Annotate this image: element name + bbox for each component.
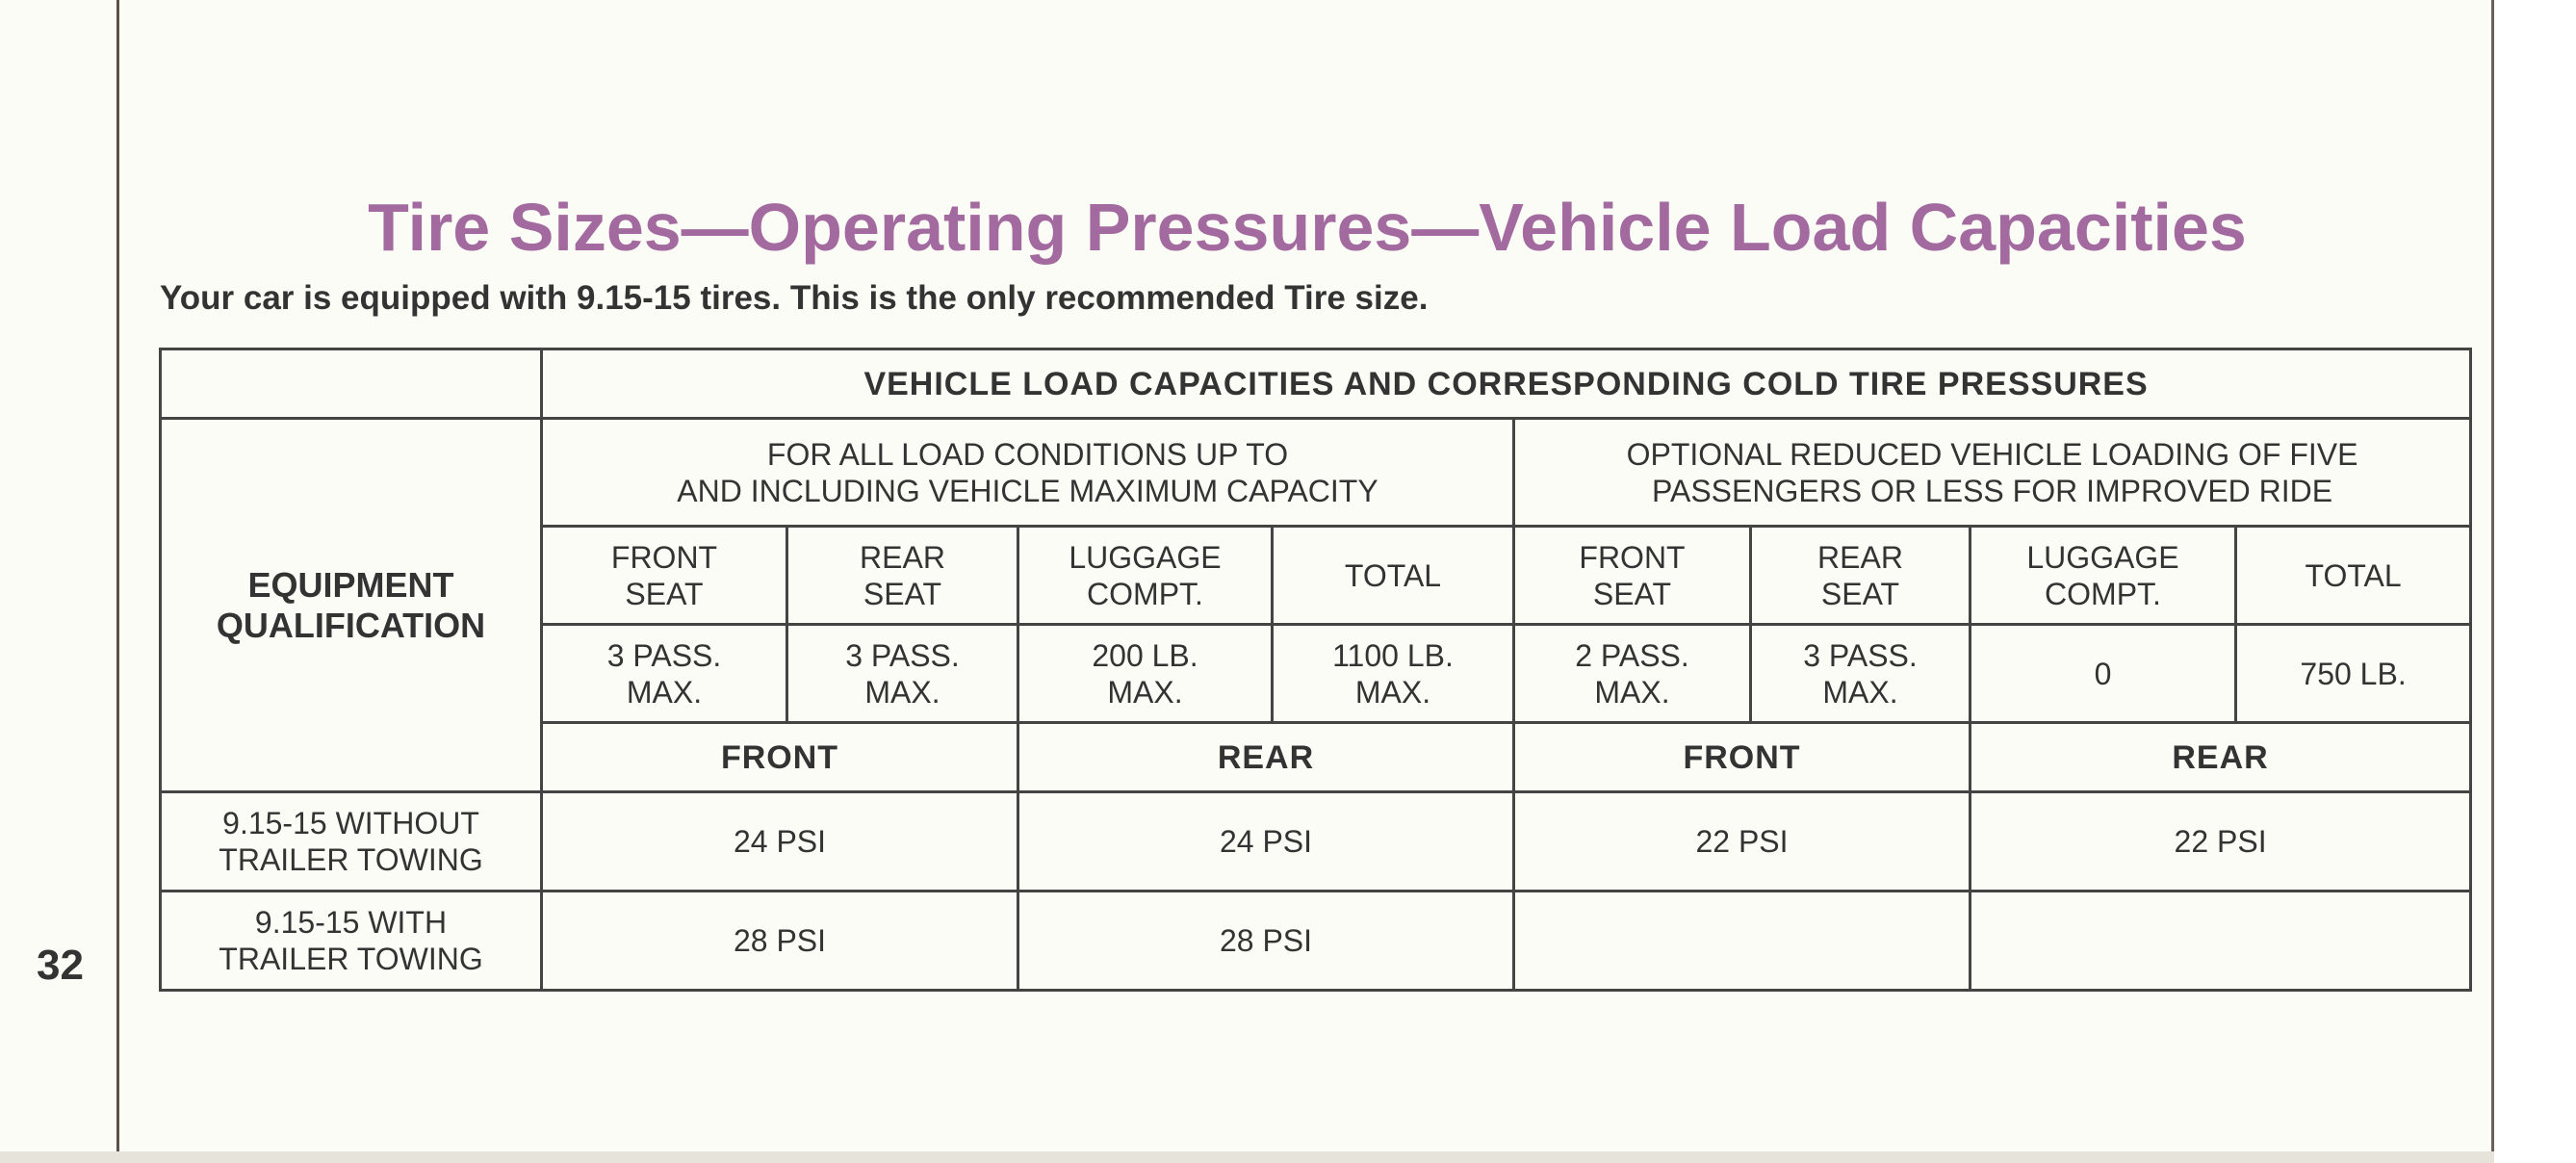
pressure-cell: 28 PSI [542, 892, 1018, 991]
tire-header-rear: REAR [1971, 723, 2471, 792]
capacity-cell: 1100 LB. MAX. [1273, 625, 1514, 723]
tire-header-front: FRONT [1514, 723, 1971, 792]
pressure-cell: 22 PSI [1514, 792, 1971, 892]
tire-header-front: FRONT [542, 723, 1018, 792]
column-header: FRONT SEAT [1514, 527, 1751, 625]
left-margin-rule [116, 0, 119, 1163]
column-header: LUGGAGE COMPT. [1971, 527, 2236, 625]
group-header-reduced-loading: OPTIONAL REDUCED VEHICLE LOADING OF FIVE PASSENGERS OR LESS FOR IMPROVED RIDE [1514, 419, 2471, 527]
column-header: TOTAL [1273, 527, 1514, 625]
column-header: TOTAL [2236, 527, 2471, 625]
tire-header-rear: REAR [1018, 723, 1514, 792]
page-title: Tire Sizes—Operating Pressures—Vehicle Load Capacities [368, 190, 2247, 265]
table-row [161, 792, 2471, 892]
right-page-edge [2494, 0, 2576, 1163]
table-row [161, 892, 2471, 991]
capacity-cell: 3 PASS. MAX. [787, 625, 1018, 723]
pressure-cell: 28 PSI [1018, 892, 1514, 991]
capacity-cell: 3 PASS. MAX. [1751, 625, 1971, 723]
column-header: FRONT SEAT [542, 527, 787, 625]
page-number: 32 [37, 942, 84, 989]
blank-corner-cell [161, 349, 542, 419]
column-header: REAR SEAT [1751, 527, 1971, 625]
pressure-cell [1514, 892, 1971, 991]
capacity-cell: 3 PASS. MAX. [542, 625, 787, 723]
row-label: 9.15-15 WITHOUT TRAILER TOWING [161, 792, 542, 892]
group-header-max-capacity: FOR ALL LOAD CONDITIONS UP TO AND INCLUDING VEHICLE MAXIMUM CAPACITY [542, 419, 1514, 527]
capacity-cell: 200 LB. MAX. [1018, 625, 1273, 723]
capacity-cell: 2 PASS. MAX. [1514, 625, 1751, 723]
column-header: LUGGAGE COMPT. [1018, 527, 1273, 625]
row-label: 9.15-15 WITH TRAILER TOWING [161, 892, 542, 991]
pressure-cell: 22 PSI [1971, 792, 2471, 892]
page-subtitle: Your car is equipped with 9.15-15 tires. This is the only recommended Tire size. [160, 279, 1429, 317]
pressure-cell [1971, 892, 2471, 991]
main-header-row [161, 349, 2471, 419]
pressure-cell: 24 PSI [1018, 792, 1514, 892]
capacity-cell: 0 [1971, 625, 2236, 723]
capacity-cell: 750 LB. [2236, 625, 2471, 723]
equipment-qualification-header: EQUIPMENT QUALIFICATION [161, 419, 542, 792]
load-capacity-table [159, 348, 2472, 992]
pressure-cell: 24 PSI [542, 792, 1018, 892]
column-header: REAR SEAT [787, 527, 1018, 625]
group-header-row [161, 419, 2471, 527]
bottom-page-edge [0, 1151, 2494, 1163]
main-header: VEHICLE LOAD CAPACITIES AND CORRESPONDING COLD TIRE PRESSURES [542, 349, 2471, 419]
